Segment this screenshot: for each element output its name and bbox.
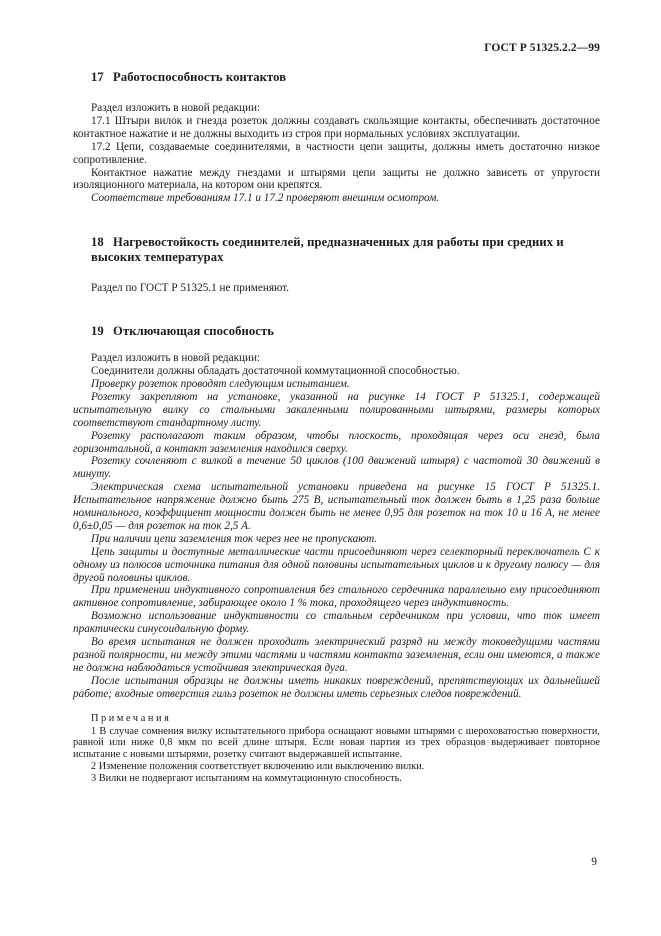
note-item: 1 В случае сомнения вилку испытательного прибора оснащают новыми штырями с шероховатостью поверхности, равной или ниже 0,8 мкм по всей длине штыря. Если новая партия из трех образцов выдерживает повторное испытание с новыми штырями, розетку считают выдержавшей испытание.	[73, 725, 600, 761]
notes-heading: Примечания	[91, 712, 172, 724]
section-number: 17	[91, 70, 104, 84]
page-number: 9	[591, 856, 597, 868]
section-title: Нагревостойкость соединителей, предназначенных для работы при средних и высоких температурах	[91, 235, 564, 265]
paragraph: Раздел изложить в новой редакции:	[91, 352, 261, 365]
paragraph: Раздел изложить в новой редакции:	[91, 102, 261, 114]
paragraph: Во время испытания не должен проходить электрический разряд ни между токоведущими частями разной полярности, ни между этими частями и частями контакта заземления, если они имеются, а также не должна наблюдаться устойчивая электрическая дуга.	[73, 636, 600, 674]
note-item: 3 Вилки не подвергают испытаниям на коммутационную способность.	[91, 772, 402, 784]
clause-17-2: 17.2 Цепи, создаваемые соединителями, в частности цепи защиты, должны иметь достаточно низкое сопротивление.	[73, 140, 600, 166]
paragraph: При применении индуктивного сопротивления без стального сердечника параллельно ему присоединяют активное сопротивление, забирающее около 1 % тока, проходящего через индуктивность.	[73, 584, 600, 610]
paragraph: Возможно использование индуктивности со стальным сердечником при условии, что ток имеет практически синусоидальную форму.	[73, 610, 600, 636]
paragraph: Розетку располагают таким образом, чтобы плоскость, проходящая через оси гнезд, была горизонтальной, а контакт заземления находился сверху.	[73, 429, 600, 455]
section-number: 18	[91, 235, 104, 250]
section-number: 19	[91, 324, 104, 339]
paragraph: Раздел по ГОСТ Р 51325.1 не применяют.	[91, 282, 290, 295]
section-title: Отключающая способность	[113, 324, 275, 339]
section-heading	[73, 235, 600, 265]
note-item: 2 Изменение положения соответствует включению или выключению вилки.	[91, 761, 425, 773]
paragraph: Розетку сочленяют с вилкой в течение 50 циклов (100 движений штыря) с частотой 30 движений в минуту.	[73, 455, 600, 481]
section-heading	[73, 70, 600, 85]
section-19	[73, 324, 600, 784]
paragraph: Соединители должны обладать достаточной коммутационной способностью.	[91, 365, 460, 378]
paragraph: Розетку закрепляют на установке, указанной на рисунке 14 ГОСТ Р 51325.1, содержащей испытательную вилку со стальными закаленными полированными штырями, размеры которых соответствуют стандартному листу.	[73, 390, 600, 429]
page-content	[73, 70, 600, 785]
verification-note: Соответствие требованиям 17.1 и 17.2 проверяют внешним осмотром.	[91, 192, 440, 205]
section-18	[73, 235, 600, 295]
clause-17-1: 17.1 Штыри вилок и гнезда розеток должны создавать скользящие контакты, обеспечивать достаточное контактное нажатие и не должны выходить из строя при нормальных условиях эксплуатации.	[73, 114, 600, 140]
document-code-header: ГОСТ Р 51325.2.2—99	[484, 42, 600, 54]
paragraph: Проверку розеток проводят следующим испытанием.	[91, 377, 350, 390]
paragraph: После испытания образцы не должны иметь никаких повреждений, препятствующих их дальнейшей работе; входные отверстия гильз розеток не должны иметь серьезных следов повреждений.	[73, 674, 600, 700]
paragraph: Цепь защиты и доступные металлические части присоединяют через селекторный переключатель С к одному из полюсов источника питания для одной половины испытательных циклов и к другому полюсу — для другой половины циклов.	[73, 545, 600, 584]
paragraph: При наличии цепи заземления ток через нее не пропускают.	[91, 532, 378, 545]
paragraph: Контактное нажатие между гнездами и штырями цепи защиты не должно зависеть от упругости изоляционного материала, на котором они крепятся.	[73, 166, 600, 192]
paragraph: Электрическая схема испытательной установки приведена на рисунке 15 ГОСТ Р 51325.1. Испытательное напряжение должно быть 275 В, испытательный ток должен быть в 1,25 раза больше номинального, коэффициент мощности должен быть не менее 0,95 для розеток на ток 10 и 16 А, не менее 0,6±0,05 — для розеток на ток 2,5 А.	[73, 481, 600, 532]
section-title: Работоспособность контактов	[113, 70, 287, 84]
section-heading	[73, 324, 600, 339]
section-17	[73, 70, 600, 205]
